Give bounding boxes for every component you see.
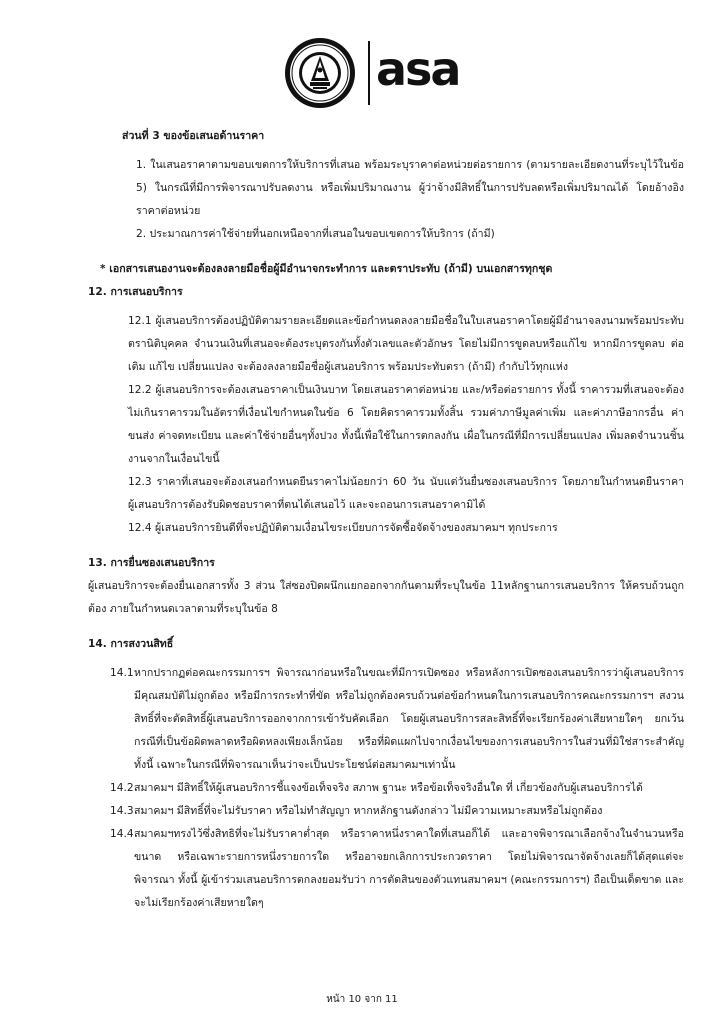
clause-14-1 xyxy=(88,662,684,777)
clause-14-4 xyxy=(88,823,684,915)
clause-14-2 xyxy=(88,777,684,800)
asa-logo xyxy=(376,39,476,99)
clause-text: สมาคมฯ มีสิทธิ์ที่จะไม่รับราคา หรือไม่ทำสัญญา หากหลักฐานดังกล่าว ไม่มีความเหมาะสมหรือไม่ถูกต้อง xyxy=(134,805,603,817)
clause-number: 14.3 xyxy=(110,805,134,817)
clause-14-3 xyxy=(88,800,684,823)
clause-number: 14.2 xyxy=(110,782,134,794)
clause-text: หากปรากฏต่อคณะกรรมการฯ พิจารณาก่อนหรือในขณะที่มีการเปิดซอง หรือหลังการเปิดซองเสนอบริการว่าผู้เสนอบริการมีคุณสมบัติไม่ถูกต้อง หรือมีการกระทำที่ขัด หรือไม่ถูกต้องครบถ้วนต่อข้อกำหนดในการเสนอบริการคณะกรรมการฯ สงวนสิทธิ์ที่จะตัดสิทธิ์ผู้เสนอบริการออกจากการเข้ารับคัดเลือก โดยผู้เสนอบริการสละสิทธิ์ที่จะเรียกร้องค่าเสียหายใดๆ ยกเว้น กรณีที่เป็นข้อผิดพลาดหรือผิดหลงเพียงเล็กน้อย หรือที่ผิดแผกไปจากเงื่อนไขของการเสนอบริการในส่วนที่มิใช่สาระสำคัญ ทั้งนี้ เฉพาะในกรณีที่พิจารณาเห็นว่าจะเป็นประโยชน์ต่อสมาคมฯเท่านั้น xyxy=(134,667,684,771)
document-body xyxy=(88,125,684,915)
clause-number: 14.1 xyxy=(110,667,134,679)
association-seal-logo xyxy=(284,37,356,109)
section-14 xyxy=(88,633,684,915)
svg-text:asa: asa xyxy=(376,42,460,96)
part3-item-1: 1. ในเสนอราคาตามขอบเขตการให้บริการที่เสนอ พร้อมระบุราคาต่อหน่วยต่อรายการ (ตามรายละเอียดงานที่ระบุไว้ในข้อ 5) ในกรณีที่มีการพิจารณาปรับลดงาน หรือเพิ่มปริมาณงาน ผู้ว่าจ้างมีสิทธิ์ในการปรับลดหรือเพิ่มปริมาณได้ โดยอ้างอิงราคาต่อหน่วย xyxy=(136,159,684,217)
page-number: หน้า 10 จาก 11 xyxy=(326,994,398,1005)
header-divider xyxy=(368,41,370,105)
section-12-heading: 12. การเสนอบริการ xyxy=(88,286,183,298)
clause-text: สมาคมฯทรงไว้ซึ่งสิทธิที่จะไม่รับราคาต่ำสุด หรือราคาหนึ่งราคาใดที่เสนอก็ได้ และอาจพิจารณาเลือกจ้างในจำนวนหรือขนาด หรือเฉพาะรายการหนึ่งรายการใด หรืออาจยกเลิกการประกวดราคา โดยไม่พิจารณาจัดจ้างเลยก็ได้สุดแต่จะพิจารณา ทั้งนี้ ผู้เข้าร่วมเสนอบริการตกลงยอมรับว่า การตัดสินของตัวแทนสมาคมฯ (คณะกรรมการฯ) ถือเป็นเด็ดขาด และจะไม่เรียกร้องค่าเสียหายใดๆ xyxy=(134,828,684,909)
part3-item-2: 2. ประมาณการค่าใช้จ่ายที่นอกเหนือจากที่เสนอในขอบเขตการให้บริการ (ถ้ามี) xyxy=(136,228,495,240)
section-14-heading: 14. การสงวนสิทธิ์ xyxy=(88,638,174,650)
signature-note: * เอกสารเสนองานจะต้องลงลายมือชื่อผู้มีอำนาจกระทำการ และตราประทับ (ถ้ามี) บนเอกสารทุกชุด xyxy=(100,263,553,275)
section-12 xyxy=(88,281,684,540)
clause-12-3: 12.3 ราคาที่เสนอจะต้องเสนอกำหนดยืนราคาไม่น้อยกว่า 60 วัน นับแต่วันยื่นซองเสนอบริการ โดยภายในกำหนดยืนราคา ผู้เสนอบริการต้องรับผิดชอบราคาที่ตนได้เสนอไว้ และจะถอนการเสนอราคามิได้ xyxy=(128,476,684,511)
section-13 xyxy=(88,552,684,621)
clause-text: สมาคมฯ มีสิทธิ์ให้ผู้เสนอบริการชี้แจงข้อเท็จจริง สภาพ ฐานะ หรือข้อเท็จจริงอื่นใด ที่ เกี่ยวข้องกับผู้เสนอบริการได้ xyxy=(134,782,643,794)
page-header xyxy=(284,37,474,109)
part3-heading: ส่วนที่ 3 ของข้อเสนอด้านราคา xyxy=(122,130,265,142)
clause-number: 14.4 xyxy=(110,828,134,840)
clause-12-1: 12.1 ผู้เสนอบริการต้องปฏิบัติตามรายละเอียดและข้อกำหนดลงลายมือชื่อในใบเสนอราคาโดยผู้มีอำนาจลงนามพร้อมประทับตรานิติบุคคล จำนวนเงินที่เสนอจะต้องระบุตรงกันทั้งตัวเลขและตัวอักษร โดยไม่มีการขูดลบหรือแก้ไข หากมีการขูดลบ ต่อเติม แก้ไข เปลี่ยนแปลง จะต้องลงลายมือชื่อผู้เสนอบริการ พร้อมประทับตรา (ถ้ามี) กำกับไว้ทุกแห่ง xyxy=(128,315,684,373)
clause-12-4: 12.4 ผู้เสนอบริการยินดีที่จะปฏิบัติตามเงื่อนไขระเบียบการจัดซื้อจัดจ้างของสมาคมฯ ทุกประการ xyxy=(128,522,558,534)
section-13-heading: 13. การยื่นซองเสนอบริการ xyxy=(88,557,215,569)
part3-section xyxy=(94,125,684,246)
section-13-body: ผู้เสนอบริการจะต้องยื่นเอกสารทั้ง 3 ส่วน ใส่ซองปิดผนึกแยกออกจากกันตามที่ระบุในข้อ 11หลักฐานการเสนอบริการ ให้ครบถ้วนถูกต้อง ภายในกำหนดเวลาตามที่ระบุในข้อ 8 xyxy=(88,580,684,615)
clause-12-2: 12.2 ผู้เสนอบริการจะต้องเสนอราคาเป็นเงินบาท โดยเสนอราคาต่อหน่วย และ/หรือต่อรายการ ทั้งนี้ ราคารวมที่เสนอจะต้องไม่เกินราคารวมในอัตราที่เงื่อนไขกำหนดในข้อ 6 โดยคิดราคารวมทั้งสิ้น รวมค่าภาษีมูลค่าเพิ่ม และค่าภาษีอากรอื่น ค่าขนส่ง ค่าจดทะเบียน และค่าใช้จ่ายอื่นๆทั้งปวง ทั้งนี้เพื่อใช้ในการตกลงกัน เผื่อในกรณีที่มีการเปลี่ยนแปลง เพิ่มลดจำนวนชิ้นงานจากในเงื่อนไขนี้ xyxy=(128,384,684,465)
